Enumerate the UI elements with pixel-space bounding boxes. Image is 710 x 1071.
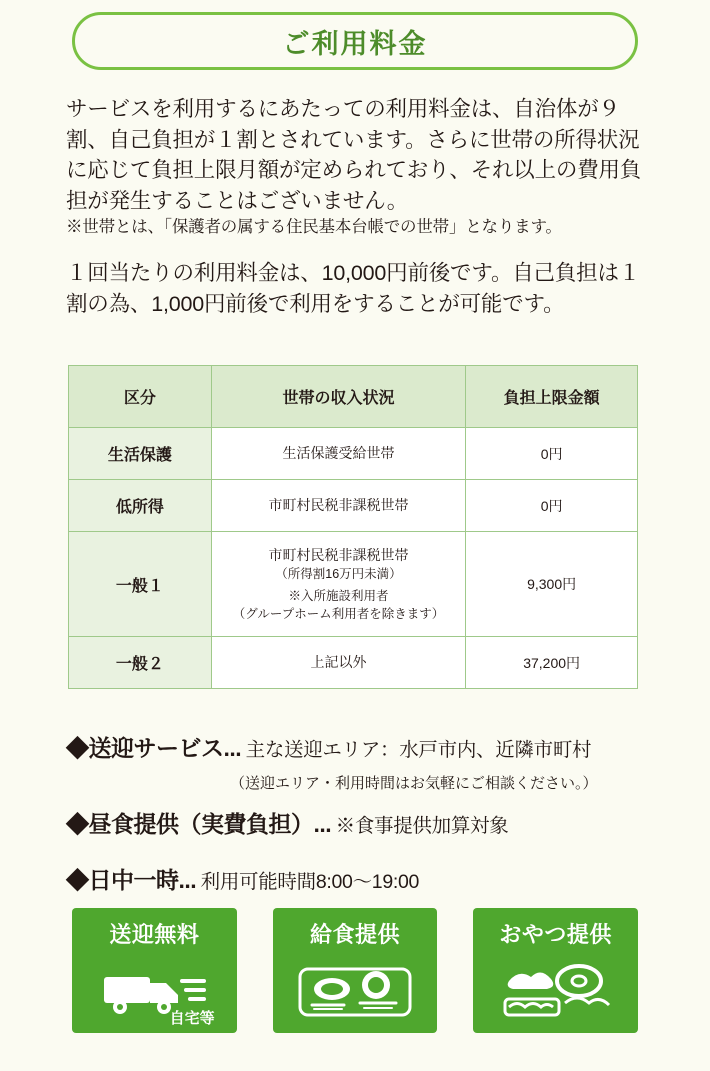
- cell-income: 市町村民税非課税世帯: [211, 480, 466, 532]
- income-main: 市町村民税非課税世帯: [268, 546, 409, 563]
- cell-income: 上記以外: [211, 637, 466, 689]
- service-lunch-head: ◆昼食提供（実費負担）...: [66, 811, 332, 837]
- intro-paragraph: サービスを利用するにあたっての利用料金は、自治体が９割、自己負担が１割とされています。さらに世帯の所得状況に応じて負担上限月額が定められており、それ以上の費用負担が発生することはございません。: [66, 97, 642, 213]
- income-note-2: （グループホーム利用者を除きます）: [232, 607, 445, 622]
- table-row: [69, 428, 638, 480]
- badge-row: [72, 908, 638, 1033]
- fee-table: [68, 365, 638, 689]
- service-transport: [66, 730, 591, 763]
- table-row: [69, 480, 638, 532]
- income-sub: （所得割16万円未満）: [275, 566, 402, 581]
- cell-category: 生活保護: [69, 428, 212, 480]
- service-daytime-tail: 利用可能時間8:00〜19:00: [200, 871, 420, 893]
- cell-income: 生活保護受給世帯: [211, 428, 466, 480]
- table-row: [69, 637, 638, 689]
- household-note: ※世帯とは、「保護者の属する住民基本台帳での世帯」となります。: [66, 218, 562, 236]
- badge-meal-service: [273, 908, 438, 1033]
- cell-category: 一般１: [69, 532, 212, 637]
- income-note: ※入所施設利用者: [288, 589, 389, 604]
- table-row: [69, 532, 638, 637]
- cell-category: 低所得: [69, 480, 212, 532]
- cell-amount: 0円: [466, 480, 638, 532]
- cell-amount: 37,200円: [466, 637, 638, 689]
- cell-amount: 9,300円: [466, 532, 638, 637]
- service-lunch-tail: ※食事提供加算対象: [335, 815, 509, 837]
- lunch-box-icon: [273, 952, 438, 1030]
- badge-label: おやつ提供: [499, 922, 612, 947]
- header-category: 区分: [69, 366, 212, 428]
- page-title: ご利用料金: [282, 28, 428, 59]
- snacks-icon: [473, 952, 638, 1030]
- cell-amount: 0円: [466, 428, 638, 480]
- badge-sublabel: 自宅等: [169, 1010, 215, 1027]
- example-paragraph: １回当たりの利用料金は、10,000円前後です。自己負担は１割の為、1,000円前後で利用をすることが可能です。: [66, 261, 641, 316]
- header-amount: 負担上限金額: [466, 366, 638, 428]
- service-daytime-head: ◆日中一時...: [66, 867, 197, 893]
- badge-label: 給食提供: [310, 922, 401, 947]
- service-daytime: [66, 862, 419, 895]
- table-header-row: [69, 366, 638, 428]
- service-transport-tail: 主な送迎エリア：水戸市内、近隣市町村: [245, 739, 592, 761]
- service-transport-head: ◆送迎サービス...: [66, 735, 242, 761]
- badge-free-transport: [72, 908, 237, 1033]
- cell-income: [211, 532, 466, 637]
- header-income: 世帯の収入状況: [211, 366, 466, 428]
- service-transport-sub: （送迎エリア・利用時間はお気軽にご相談ください。）: [230, 775, 598, 792]
- badge-snack-service: [473, 908, 638, 1033]
- cell-category: 一般２: [69, 637, 212, 689]
- service-lunch: [66, 806, 508, 839]
- badge-label: 送迎無料: [109, 922, 200, 947]
- page-title-pill: [72, 12, 638, 70]
